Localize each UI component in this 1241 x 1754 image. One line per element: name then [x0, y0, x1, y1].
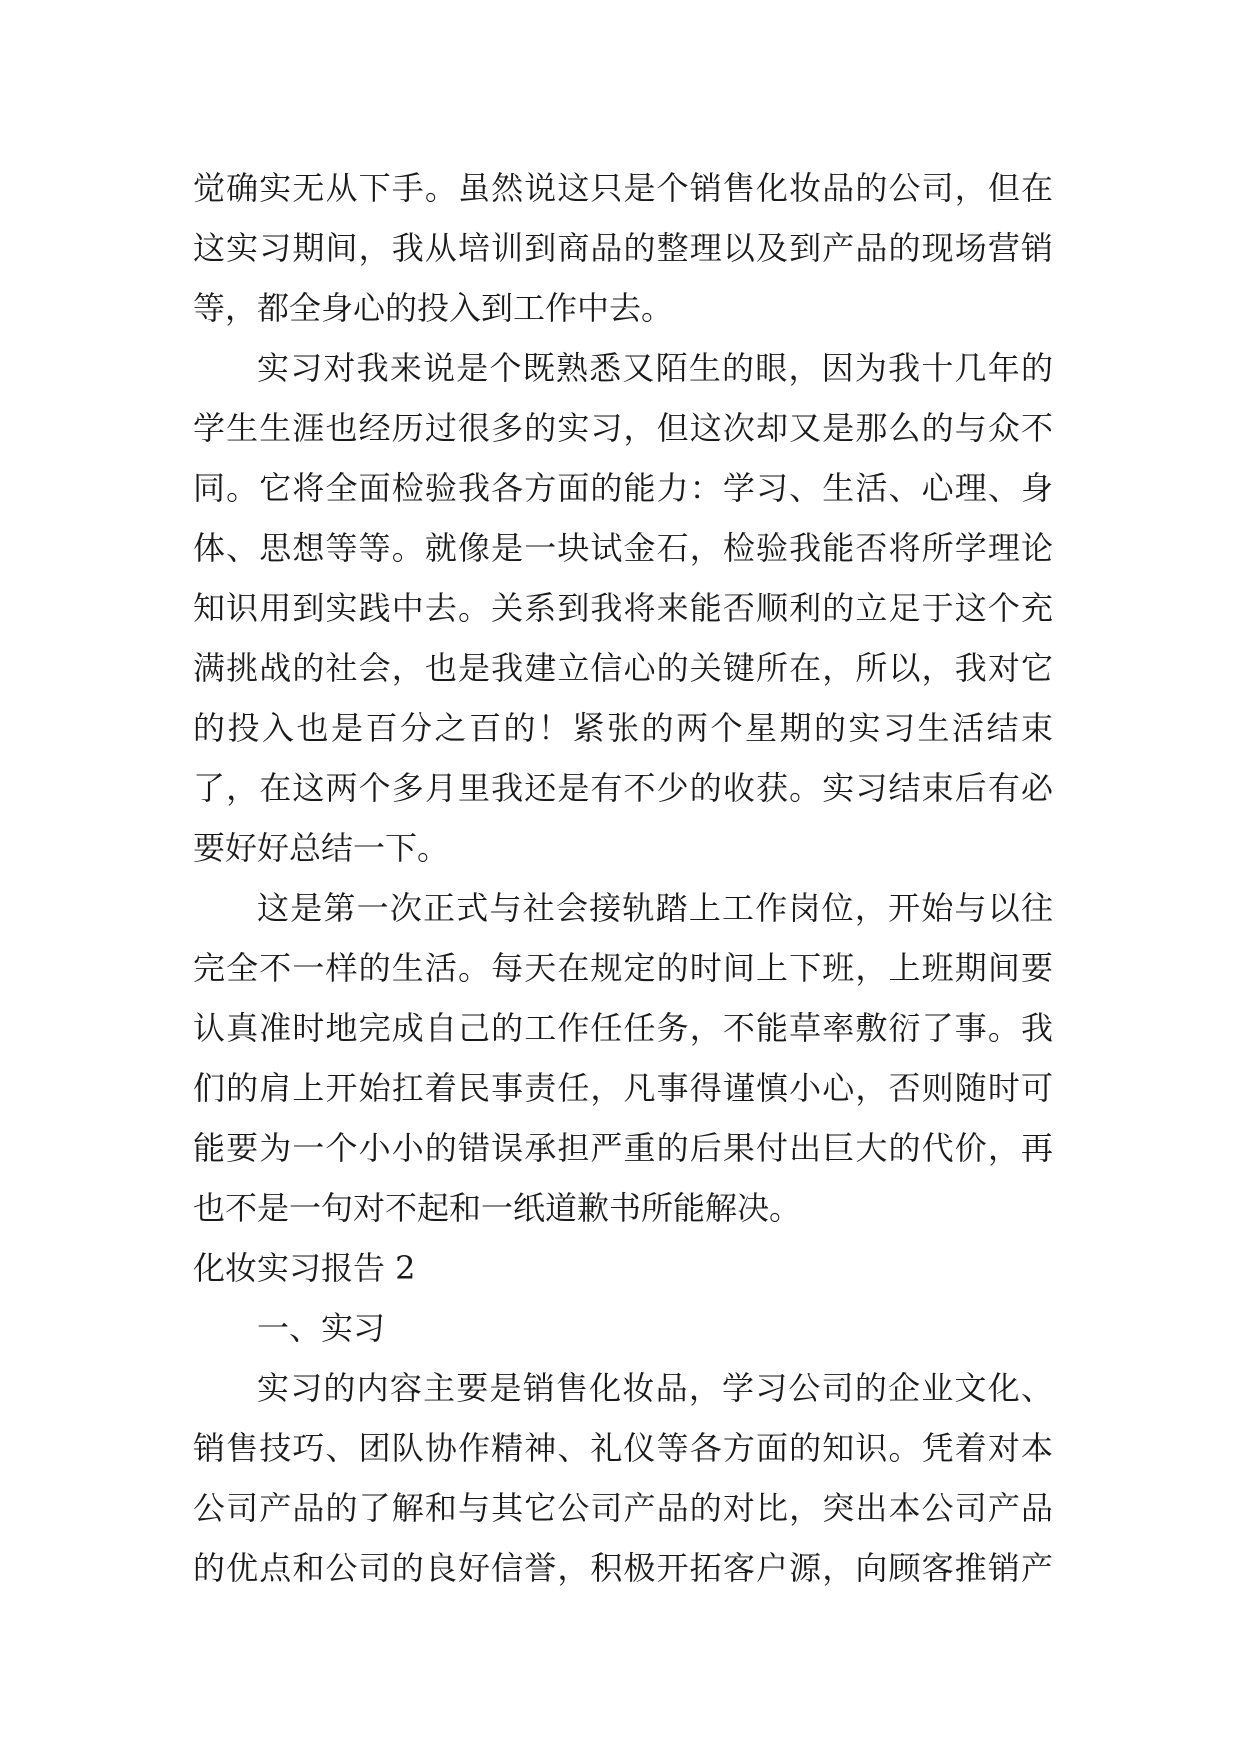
- text-line: 这实习期间，我从培训到商品的整理以及到产品的现场营销: [193, 229, 1053, 267]
- text-line: 这是第一次正式与社会接轨踏上工作岗位，开始与以往: [257, 889, 1053, 927]
- text-line: 满挑战的社会，也是我建立信心的关键所在，所以，我对它: [193, 649, 1053, 687]
- text-line: 认真准时地完成自己的工作任任务，不能草率敷衍了事。我: [193, 1009, 1053, 1047]
- document-body: [193, 158, 1053, 1598]
- text-line: 能要为一个小小的错误承担严重的后果付出巨大的代价，再: [193, 1129, 1053, 1167]
- text-line: 学生生涯也经历过很多的实习，但这次却又是那么的与众不: [193, 409, 1053, 447]
- text-line: 体、思想等等。就像是一块试金石，检验我能否将所学理论: [193, 529, 1053, 567]
- text-line: 实习对我来说是个既熟悉又陌生的眼，因为我十几年的: [257, 349, 1053, 387]
- text-line: 的投入也是百分之百的！紧张的两个星期的实习生活结束: [193, 709, 1053, 747]
- text-line: 也不是一句对不起和一纸道歉书所能解决。: [193, 1189, 802, 1227]
- text-line: 觉确实无从下手。虽然说这只是个销售化妆品的公司，但在: [193, 169, 1053, 207]
- text-line: 的优点和公司的良好信誉，积极开拓客户源，向顾客推销产: [193, 1549, 1053, 1587]
- text-line: 同。它将全面检验我各方面的能力：学习、生活、心理、身: [193, 469, 1053, 507]
- text-line: 化妆实习报告 2: [193, 1249, 416, 1287]
- text-line: 要好好总结一下。: [193, 829, 450, 867]
- text-line: 销售技巧、团队协作精神、礼仪等各方面的知识。凭着对本: [193, 1429, 1053, 1467]
- text-line: 了，在这两个多月里我还是有不少的收获。实习结束后有必: [193, 769, 1053, 807]
- text-line: 知识用到实践中去。关系到我将来能否顺利的立足于这个充: [193, 589, 1053, 627]
- text-line: 公司产品的了解和与其它公司产品的对比，突出本公司产品: [193, 1489, 1053, 1527]
- text-line: 一、实习: [257, 1309, 386, 1347]
- text-line: 等，都全身心的投入到工作中去。: [193, 289, 674, 327]
- text-line: 们的肩上开始扛着民事责任，凡事得谨慎小心，否则随时可: [193, 1069, 1053, 1107]
- text-line: 实习的内容主要是销售化妆品，学习公司的企业文化、: [257, 1369, 1053, 1407]
- text-line: 完全不一样的生活。每天在规定的时间上下班，上班期间要: [193, 949, 1053, 987]
